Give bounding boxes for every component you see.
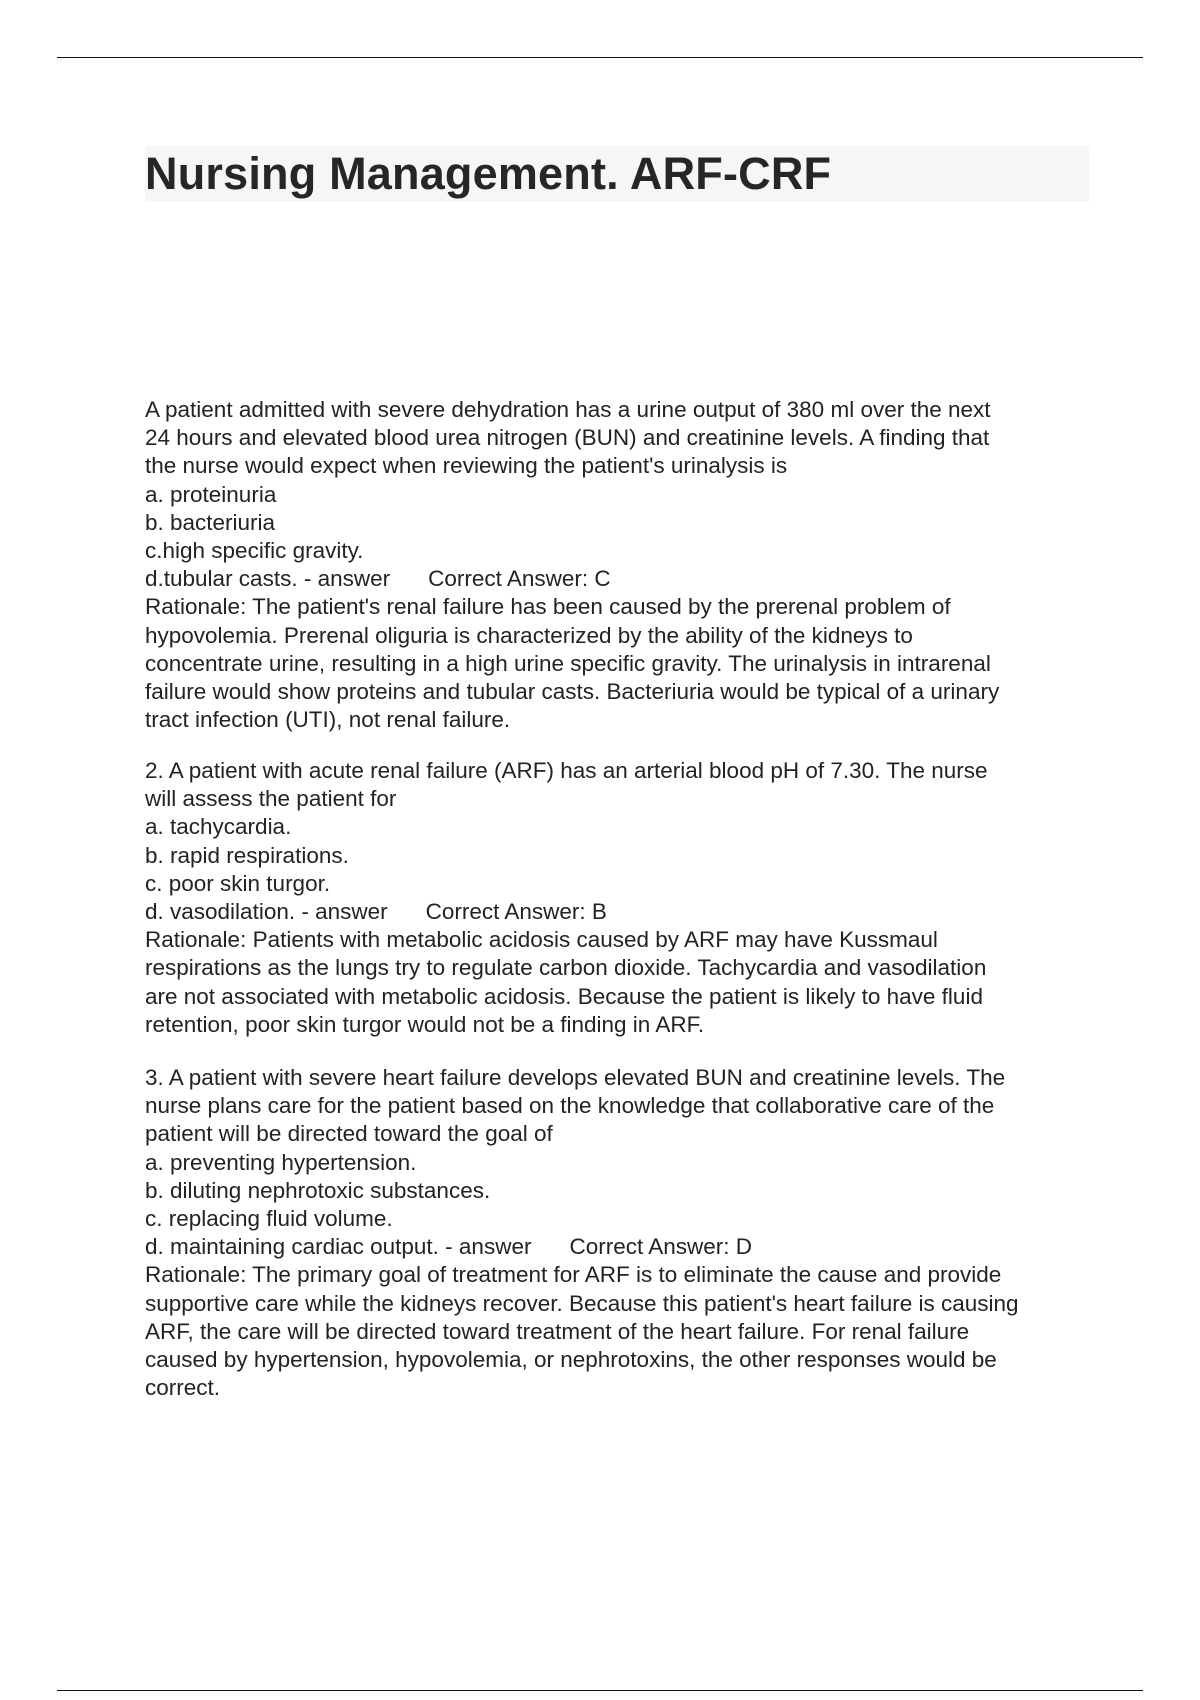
answer-option: c.high specific gravity. [145, 538, 364, 564]
rationale-line: retention, poor skin turgor would not be a finding in ARF. [145, 1011, 705, 1037]
question-stem-line: A patient admitted with severe dehydration has a urine output of 380 ml over the next [145, 397, 991, 422]
answer-option-last [145, 1233, 1089, 1261]
rationale-line: hypovolemia. Prerenal oliguria is characterized by the ability of the kidneys to [145, 622, 913, 648]
answer-option-text: d. maintaining cardiac output. - answer [145, 1234, 532, 1260]
rationale-line: supportive care while the kidneys recover. Because this patient's heart failure is causing [145, 1290, 1019, 1316]
answer-option: a. proteinuria [145, 481, 277, 507]
question-stem-line: nurse plans care for the patient based on the knowledge that collaborative care of the [145, 1093, 995, 1119]
rationale-line: failure would show proteins and tubular casts. Bacteriuria would be typical of a urinary [145, 679, 1000, 705]
question-stem-line: patient will be directed toward the goal of [145, 1121, 553, 1147]
answer-option: a. preventing hypertension. [145, 1149, 417, 1175]
correct-answer: Correct Answer: B [425, 899, 607, 925]
question-stem-line: the nurse would expect when reviewing the patient's urinalysis is [145, 453, 788, 479]
question-2 [145, 757, 1089, 1039]
question-stem-line: 2. A patient with acute renal failure (ARF) has an arterial blood pH of 7.30. The nurse [145, 758, 988, 783]
page-title: Nursing Management. ARF-CRF [145, 148, 832, 199]
answer-option: c. replacing fluid volume. [145, 1206, 393, 1232]
footer-rule [57, 1690, 1143, 1691]
rationale-line: Rationale: The patient's renal failure has been caused by the prerenal problem of [145, 594, 951, 620]
answer-option: b. diluting nephrotoxic substances. [145, 1177, 491, 1203]
rationale-line: are not associated with metabolic acidosis. Because the patient is likely to have fluid [145, 983, 983, 1009]
question-3 [145, 1064, 1089, 1402]
header-rule [57, 57, 1143, 58]
rationale-line: Rationale: The primary goal of treatment for ARF is to eliminate the cause and provide [145, 1262, 1002, 1288]
rationale-line: correct. [145, 1375, 221, 1401]
answer-option-last [145, 898, 1089, 926]
answer-option: b. bacteriuria [145, 509, 276, 535]
answer-option: a. tachycardia. [145, 814, 292, 840]
correct-answer: Correct Answer: C [428, 566, 611, 592]
rationale-line: Rationale: Patients with metabolic acidosis caused by ARF may have Kussmaul [145, 927, 938, 953]
rationale-line: concentrate urine, resulting in a high urine specific gravity. The urinalysis in intrarenal [145, 650, 991, 676]
correct-answer: Correct Answer: D [569, 1234, 753, 1260]
question-stem-line: 3. A patient with severe heart failure develops elevated BUN and creatinine levels. The [145, 1065, 1006, 1090]
answer-option-last [145, 565, 1089, 593]
question-stem-line: 24 hours and elevated blood urea nitrogen (BUN) and creatinine levels. A finding that [145, 425, 990, 451]
rationale-line: tract infection (UTI), not renal failure. [145, 707, 511, 733]
rationale-line: ARF, the care will be directed toward treatment of the heart failure. For renal failure [145, 1318, 970, 1344]
question-1 [145, 396, 1089, 734]
answer-option: c. poor skin turgor. [145, 870, 331, 896]
rationale-line: caused by hypertension, hypovolemia, or nephrotoxins, the other responses would be [145, 1347, 997, 1373]
answer-option-text: d. vasodilation. - answer [145, 899, 388, 925]
rationale-line: respirations as the lungs try to regulate carbon dioxide. Tachycardia and vasodilation [145, 955, 987, 981]
answer-option-text: d.tubular casts. - answer [145, 566, 391, 592]
question-stem-line: will assess the patient for [145, 786, 397, 812]
answer-option: b. rapid respirations. [145, 842, 349, 868]
